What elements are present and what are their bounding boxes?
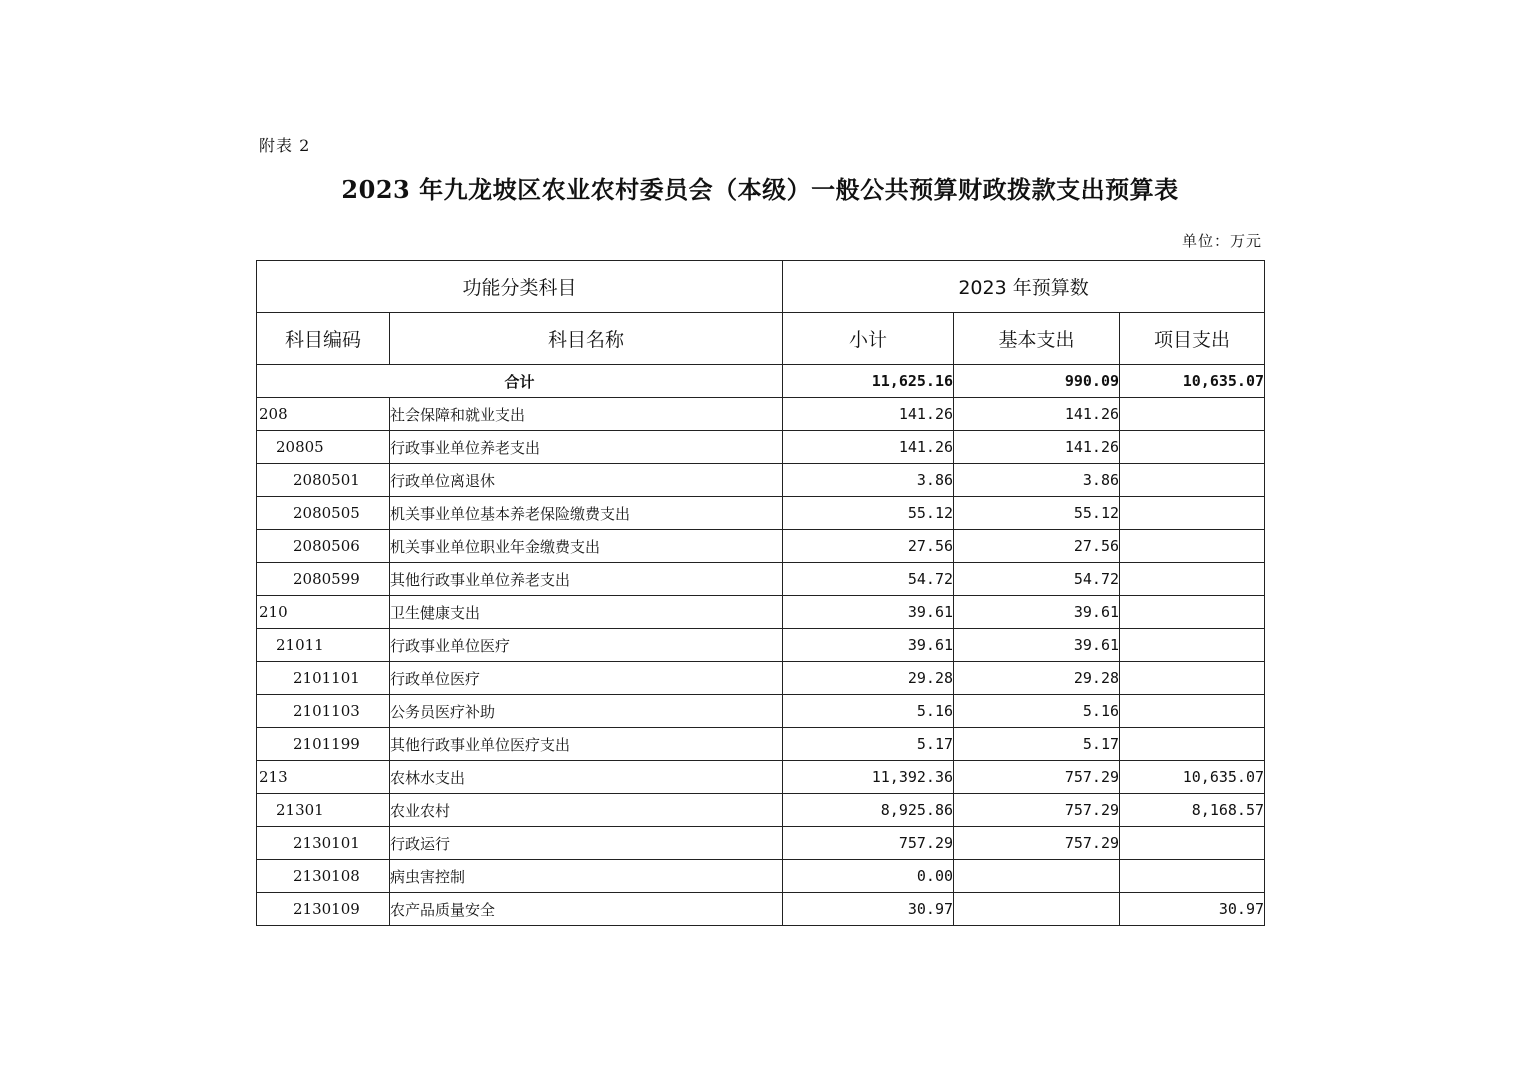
header-project: 项目支出 (1120, 313, 1265, 365)
row-code: 213 (257, 761, 390, 794)
row-project (1120, 563, 1265, 596)
row-subtotal: 11,392.36 (783, 761, 954, 794)
row-project: 10,635.07 (1120, 761, 1265, 794)
row-code: 2080599 (257, 563, 390, 596)
row-name: 社会保障和就业支出 (390, 398, 783, 431)
row-basic (954, 893, 1120, 926)
table-row (257, 728, 1265, 761)
total-subtotal: 11,625.16 (783, 365, 954, 398)
table-row (257, 596, 1265, 629)
row-subtotal: 39.61 (783, 596, 954, 629)
row-project: 8,168.57 (1120, 794, 1265, 827)
row-code: 2080505 (257, 497, 390, 530)
row-name: 行政单位医疗 (390, 662, 783, 695)
attachment-label: 附表 2 (259, 136, 311, 155)
table-row (257, 497, 1265, 530)
row-name: 行政运行 (390, 827, 783, 860)
unit-label: 单位：万元 (1181, 232, 1262, 250)
header-name: 科目名称 (390, 313, 783, 365)
table-row (257, 860, 1265, 893)
row-name: 农林水支出 (390, 761, 783, 794)
total-basic: 990.09 (954, 365, 1120, 398)
row-name: 行政事业单位医疗 (390, 629, 783, 662)
row-project (1120, 629, 1265, 662)
row-basic (954, 860, 1120, 893)
table-row (257, 398, 1265, 431)
row-basic: 141.26 (954, 398, 1120, 431)
budget-table (256, 260, 1265, 926)
row-name: 机关事业单位职业年金缴费支出 (390, 530, 783, 563)
row-name: 其他行政事业单位医疗支出 (390, 728, 783, 761)
row-name: 其他行政事业单位养老支出 (390, 563, 783, 596)
row-code: 2130108 (257, 860, 390, 893)
row-subtotal: 757.29 (783, 827, 954, 860)
row-basic: 54.72 (954, 563, 1120, 596)
table-row (257, 794, 1265, 827)
total-label: 合计 (257, 365, 783, 398)
row-code: 208 (257, 398, 390, 431)
row-basic: 5.16 (954, 695, 1120, 728)
row-name: 公务员医疗补助 (390, 695, 783, 728)
row-project (1120, 695, 1265, 728)
row-subtotal: 3.86 (783, 464, 954, 497)
header-basic: 基本支出 (954, 313, 1120, 365)
row-code: 2080501 (257, 464, 390, 497)
row-name: 机关事业单位基本养老保险缴费支出 (390, 497, 783, 530)
table-row (257, 695, 1265, 728)
table-row (257, 827, 1265, 860)
table-row (257, 464, 1265, 497)
row-subtotal: 30.97 (783, 893, 954, 926)
row-subtotal: 141.26 (783, 431, 954, 464)
row-basic: 757.29 (954, 794, 1120, 827)
table-row (257, 662, 1265, 695)
row-code: 2080506 (257, 530, 390, 563)
total-project: 10,635.07 (1120, 365, 1265, 398)
row-basic: 757.29 (954, 827, 1120, 860)
table-row (257, 761, 1265, 794)
row-name: 农业农村 (390, 794, 783, 827)
table-row (257, 893, 1265, 926)
row-project (1120, 860, 1265, 893)
row-basic: 39.61 (954, 629, 1120, 662)
row-project (1120, 464, 1265, 497)
row-project (1120, 728, 1265, 761)
row-subtotal: 29.28 (783, 662, 954, 695)
row-subtotal: 27.56 (783, 530, 954, 563)
table-row (257, 530, 1265, 563)
row-project: 30.97 (1120, 893, 1265, 926)
row-name: 农产品质量安全 (390, 893, 783, 926)
row-name: 病虫害控制 (390, 860, 783, 893)
row-project (1120, 497, 1265, 530)
page-title: 2023 年九龙坡区农业农村委员会（本级）一般公共预算财政拨款支出预算表 (341, 175, 1179, 204)
row-name: 行政事业单位养老支出 (390, 431, 783, 464)
row-subtotal: 55.12 (783, 497, 954, 530)
row-code: 2130109 (257, 893, 390, 926)
total-row (257, 365, 1265, 398)
row-code: 21301 (257, 794, 390, 827)
row-basic: 5.17 (954, 728, 1120, 761)
row-subtotal: 8,925.86 (783, 794, 954, 827)
row-subtotal: 0.00 (783, 860, 954, 893)
row-project (1120, 431, 1265, 464)
row-project (1120, 662, 1265, 695)
row-basic: 27.56 (954, 530, 1120, 563)
row-subtotal: 39.61 (783, 629, 954, 662)
header-code: 科目编码 (257, 313, 390, 365)
row-subtotal: 141.26 (783, 398, 954, 431)
table-row (257, 431, 1265, 464)
header-subtotal: 小计 (783, 313, 954, 365)
row-name: 行政单位离退休 (390, 464, 783, 497)
row-name: 卫生健康支出 (390, 596, 783, 629)
row-code: 2101103 (257, 695, 390, 728)
row-basic: 3.86 (954, 464, 1120, 497)
row-basic: 757.29 (954, 761, 1120, 794)
row-project (1120, 827, 1265, 860)
header-functional-category: 功能分类科目 (257, 261, 783, 313)
row-subtotal: 5.17 (783, 728, 954, 761)
row-code: 2101101 (257, 662, 390, 695)
row-subtotal: 54.72 (783, 563, 954, 596)
row-code: 21011 (257, 629, 390, 662)
row-code: 2101199 (257, 728, 390, 761)
row-code: 20805 (257, 431, 390, 464)
header-budget-2023: 2023 年预算数 (783, 261, 1265, 313)
row-basic: 29.28 (954, 662, 1120, 695)
table-row (257, 563, 1265, 596)
row-project (1120, 398, 1265, 431)
row-basic: 141.26 (954, 431, 1120, 464)
row-code: 210 (257, 596, 390, 629)
row-subtotal: 5.16 (783, 695, 954, 728)
row-code: 2130101 (257, 827, 390, 860)
table-row (257, 629, 1265, 662)
row-basic: 39.61 (954, 596, 1120, 629)
row-basic: 55.12 (954, 497, 1120, 530)
row-project (1120, 596, 1265, 629)
row-project (1120, 530, 1265, 563)
